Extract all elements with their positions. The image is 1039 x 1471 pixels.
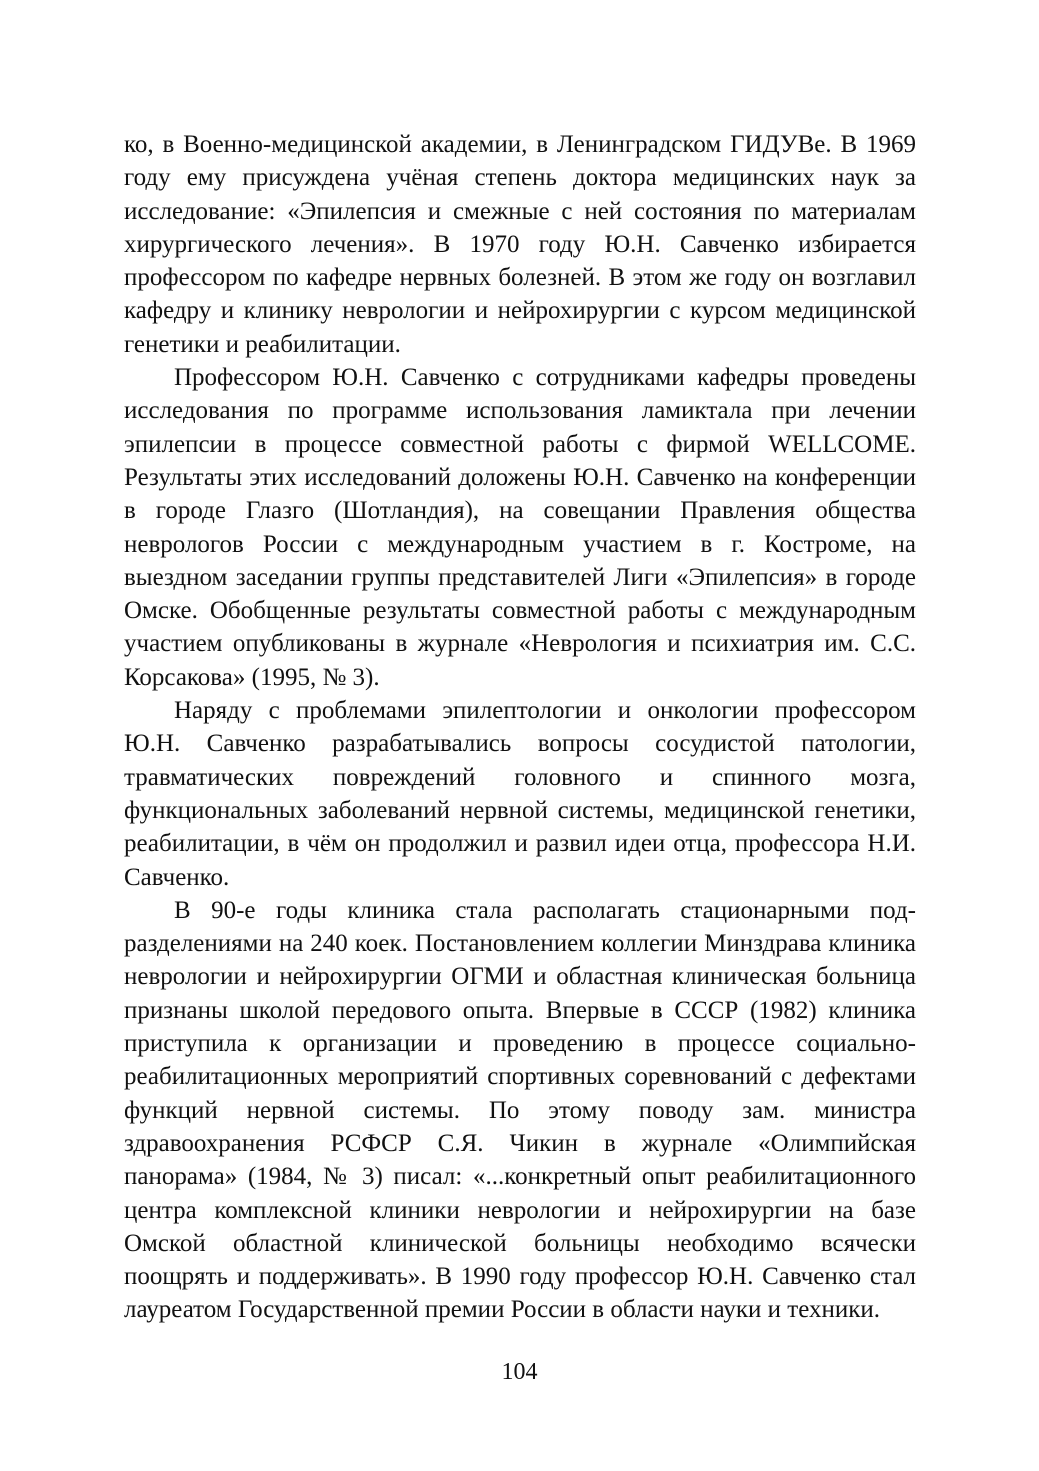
paragraph-1: ко, в Военно-медицинской академии, в Ленинградском ГИДУВе. В 1969 году ему присуждена учёная степень доктора медицинских наук за исследование: «Эпилепсия и смежные с ней состояния по материалам хирургического лечения». В 1970 году Ю.Н. Савченко избирается профессором по кафедре нервных болезней. В этом же году он возглавил кафедру и клинику неврологии и нейрохирургии с курсом медицинской генетики и реабилитации. — [124, 131, 916, 358]
page-body — [124, 128, 916, 1327]
page-number: 104 — [501, 1359, 538, 1385]
paragraph-3: Наряду с проблемами эпилептологии и онкологии профессором Ю.Н. Савченко разрабатывались вопросы сосудистой патологии, травматических повреждений головного и спинного мозга, функциональных заболеваний нервной системы, медицинской генетики, реабилитации, в чём он продолжил и развил идеи отца, профессора Н.И. Савченко. — [124, 697, 916, 891]
paragraph-4: В 90-е годы клиника стала располагать стационарными подразделениями на 240 коек. Постановлением коллегии Минздрава клиника неврологии и нейрохирургии ОГМИ и областная клиническая больница признаны школой передового опыта. Впервые в СССР (1982) клиника приступила к организации и проведению в процессе социально-реабилитационных мероприятий спортивных соревнований с дефектами функций нервной системы. По этому поводу зам. министра здравоохранения РСФСР С.Я. Чикин в журнале «Олимпийская панорама» (1984, № 3) писал: «...конкретный опыт реабилитационного центра комплексной клиники неврологии и нейрохирургии на базе Омской областной клинической больницы необходимо всячески поощрять и поддерживать». В 1990 году профессор Ю.Н. Савченко стал лауреатом Государственной премии России в области науки и техники. — [124, 896, 916, 1324]
paragraph-2: Профессором Ю.Н. Савченко с сотрудниками кафедры проведены исследования по программе использования ламиктала при лечении эпилепсии в процессе совместной работы с фирмой WELLCOME. Результаты этих исследований доложены Ю.Н. Савченко на конференции в городе Глазго (Шотландия), на совещании Правления общества неврологов России с международным участием в г. Костроме, на выездном заседании группы представителей Лиги «Эпилепсия» в городе Омске. Обобщенные результаты совместной работы с международным участием опубликованы в журнале «Неврология и психиатрия им. С.С. Корсакова» (1995, № 3). — [124, 364, 916, 691]
